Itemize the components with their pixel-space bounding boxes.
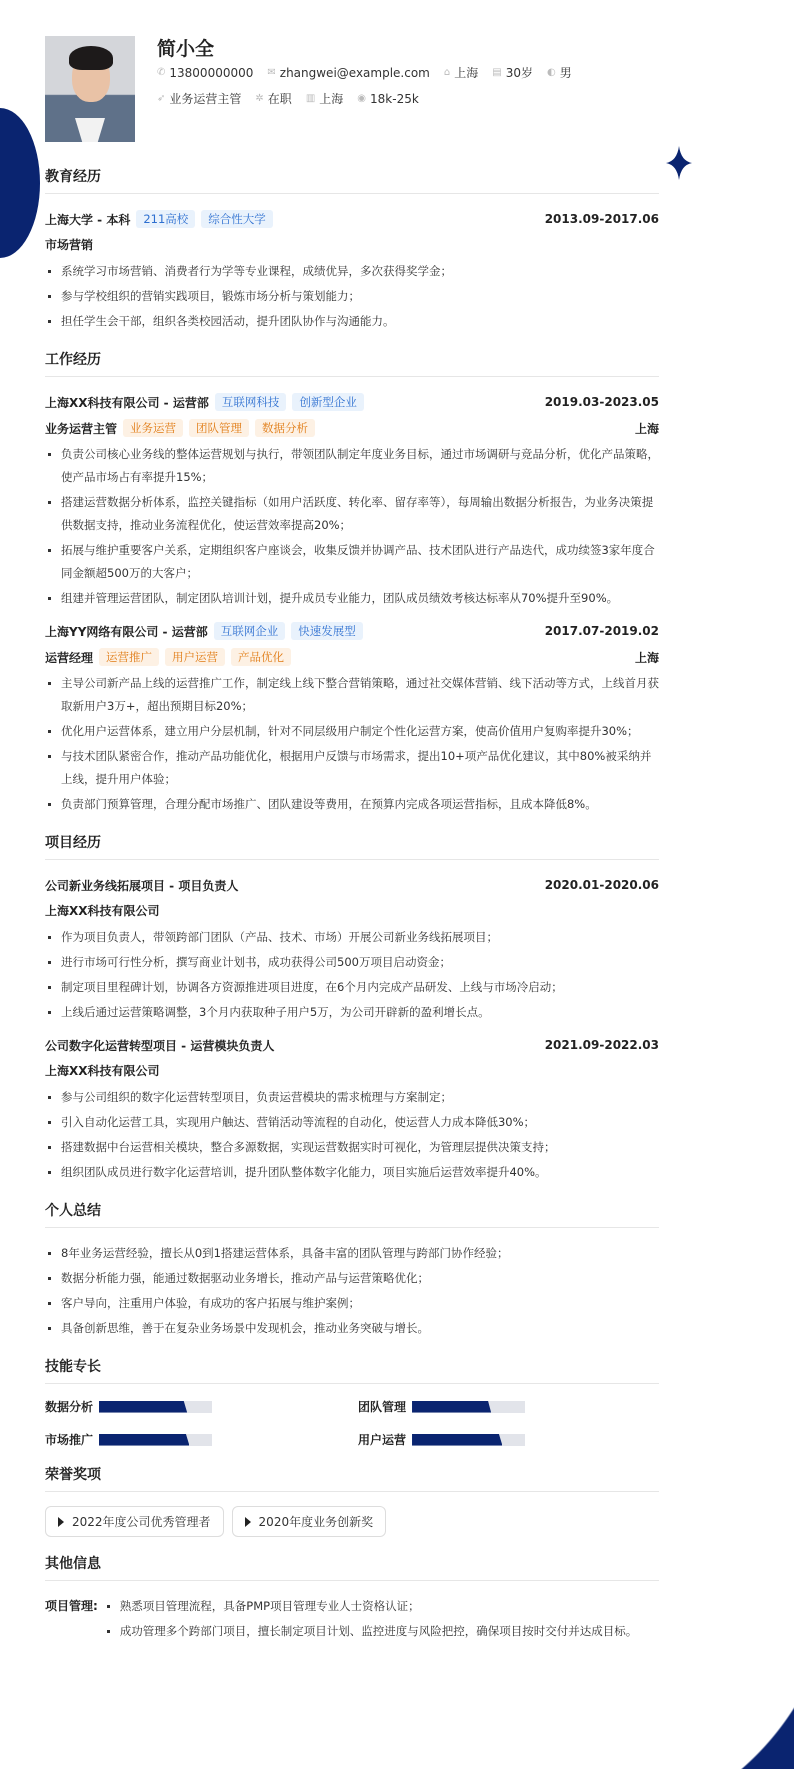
skill-bar-fill xyxy=(412,1401,491,1413)
bullet: 成功管理多个跨部门项目，擅长制定项目计划、监控进度与风险把控，确保项目按时交付并达成目标。 xyxy=(104,1620,659,1643)
bullet: 上线后通过运营策略调整，3个月内获取种子用户5万，为公司开辟新的盈利增长点。 xyxy=(45,1001,659,1024)
work-entry xyxy=(45,391,659,610)
tag: 产品优化 xyxy=(231,648,291,666)
section-title: 技能专长 xyxy=(45,1356,659,1384)
avatar-photo xyxy=(45,36,135,142)
project-name: 公司数字化运营转型项目 - 运营模块负责人 xyxy=(45,1038,275,1053)
bullet: 搭建数据中台运营相关模块，整合多源数据，实现运营数据实时可视化，为管理层提供决策支持； xyxy=(45,1136,659,1159)
city: 上海 xyxy=(634,650,659,665)
date: 2021.09-2022.03 xyxy=(544,1038,659,1052)
role: 业务运营主管 xyxy=(45,421,118,436)
job-intent-row xyxy=(157,90,657,107)
tag: 运营推广 xyxy=(99,648,159,666)
tag: 综合性大学 xyxy=(201,210,273,228)
city: 上海 xyxy=(634,421,659,436)
bullet: 8年业务运营经验，擅长从0到1搭建运营体系，具备丰富的团队管理与跨部门协作经验； xyxy=(45,1242,659,1265)
tag: 数据分析 xyxy=(255,419,315,437)
star-decor-icon xyxy=(666,146,692,180)
bullet: 优化用户运营体系，建立用户分层机制，针对不同层级用户制定个性化运营方案，使高价值用户复购率提升30%； xyxy=(45,720,659,743)
profile-header xyxy=(45,36,659,166)
project-section xyxy=(45,832,659,1184)
bullet: 引入自动化运营工具，实现用户触达、营销活动等流程的自动化，使运营人力成本降低30%； xyxy=(45,1111,659,1134)
bullet: 参与学校组织的营销实践项目，锻炼市场分析与策划能力； xyxy=(45,285,659,308)
date: 2019.03-2023.05 xyxy=(544,395,659,409)
resume xyxy=(45,0,659,1681)
tag: 团队管理 xyxy=(189,419,249,437)
work-entry xyxy=(45,620,659,816)
skills-section xyxy=(45,1356,659,1448)
section-title: 项目经历 xyxy=(45,832,659,860)
work-city: 上海 xyxy=(319,92,344,106)
tag: 快速发展型 xyxy=(291,622,363,640)
bullet: 系统学习市场营销、消费者行为学等专业课程，成绩优异，多次获得奖学金； xyxy=(45,260,659,283)
role: 运营经理 xyxy=(45,650,94,665)
skill-item xyxy=(45,1398,358,1415)
salary: 18k-25k xyxy=(370,91,419,106)
bullet: 组建并管理运营团队，制定团队培训计划，提升成员专业能力，团队成员绩效考核达标率从70%提升至90%。 xyxy=(45,587,659,610)
skill-bar-fill xyxy=(99,1434,189,1446)
email: zhangwei@example.com xyxy=(279,65,430,80)
city: 上海 xyxy=(454,66,479,80)
bullet: 与技术团队紧密合作，推动产品功能优化，根据用户反馈与市场需求，提出10+项产品优化建议，其中80%被采纳并上线，提升用户体验； xyxy=(45,745,659,791)
age: 30岁 xyxy=(505,66,533,80)
awards-section xyxy=(45,1464,659,1537)
award-label: 2022年度公司优秀管理者 xyxy=(72,1515,211,1529)
other-label: 项目管理: xyxy=(45,1599,98,1613)
bullet: 拓展与维护重要客户关系，定期组织客户座谈会，收集反馈并协调产品、技术团队进行产品迭代，成功续签3家年度合同金额超500万的大客户； xyxy=(45,539,659,585)
bullet: 组织团队成员进行数字化运营培训，提升团队整体数字化能力，项目实施后运营效率提升40%。 xyxy=(45,1161,659,1184)
contact-row xyxy=(157,64,657,81)
award-item xyxy=(45,1506,224,1537)
skill-name: 团队管理 xyxy=(358,1400,407,1414)
project-entry xyxy=(45,1034,659,1184)
tag: 互联网企业 xyxy=(214,622,286,640)
candidate-name: 简小全 xyxy=(157,38,215,60)
school: 上海大学 - 本科 xyxy=(45,212,131,227)
section-title: 荣誉奖项 xyxy=(45,1464,659,1492)
triangle-icon xyxy=(58,1517,64,1527)
major: 市场营销 xyxy=(45,238,94,252)
home-icon: ⌂ xyxy=(443,67,451,78)
education-section xyxy=(45,166,659,333)
age-icon: ▤ xyxy=(492,67,502,78)
skill-item xyxy=(358,1398,658,1415)
tag: 互联网科技 xyxy=(215,393,287,411)
award-item xyxy=(232,1506,387,1537)
gender-icon: ◐ xyxy=(546,67,556,78)
mail-icon: ✉ xyxy=(267,67,276,78)
skill-bar-fill xyxy=(99,1401,187,1413)
project-entry xyxy=(45,874,659,1024)
phone-icon: ✆ xyxy=(157,67,166,78)
skill-name: 用户运营 xyxy=(358,1433,407,1447)
phone: 13800000000 xyxy=(169,65,254,80)
status: 在职 xyxy=(267,92,292,106)
triangle-icon xyxy=(245,1517,251,1527)
decor-left-curve xyxy=(0,108,40,258)
send-icon: ➶ xyxy=(157,93,166,104)
other-section xyxy=(45,1553,659,1645)
company: 上海YY网络有限公司 - 运营部 xyxy=(45,624,208,639)
building-icon: ▥ xyxy=(305,93,316,104)
bullet: 客户导向，注重用户体验，有成功的客户拓展与维护案例； xyxy=(45,1292,659,1315)
work-section xyxy=(45,349,659,816)
tag: 业务运营 xyxy=(123,419,183,437)
bullet: 制定项目里程碑计划，协调各方资源推进项目进度，在6个月内完成产品研发、上线与市场冷启动； xyxy=(45,976,659,999)
date: 2013.09-2017.06 xyxy=(544,212,659,226)
skill-item xyxy=(45,1431,358,1448)
bullet: 数据分析能力强，能通过数据驱动业务增长，推动产品与运营策略优化； xyxy=(45,1267,659,1290)
company: 上海XX科技有限公司 - 运营部 xyxy=(45,395,209,410)
project-name: 公司新业务线拓展项目 - 项目负责人 xyxy=(45,878,239,893)
company: 上海XX科技有限公司 xyxy=(45,904,160,918)
tag: 用户运营 xyxy=(165,648,225,666)
bullet: 熟悉项目管理流程，具备PMP项目管理专业人士资格认证； xyxy=(104,1595,659,1618)
skill-name: 市场推广 xyxy=(45,1433,94,1447)
bullet: 具备创新思维，善于在复杂业务场景中发现机会，推动业务突破与增长。 xyxy=(45,1317,659,1340)
bullet: 主导公司新产品上线的运营推广工作，制定线上线下整合营销策略，通过社交媒体营销、线下活动等方式，上线首月获取新用户3万+，超出预期目标20%； xyxy=(45,672,659,718)
bullet: 参与公司组织的数字化运营转型项目，负责运营模块的需求梳理与方案制定； xyxy=(45,1086,659,1109)
award-label: 2020年度业务创新奖 xyxy=(258,1515,374,1529)
gender: 男 xyxy=(559,66,572,80)
skill-name: 数据分析 xyxy=(45,1400,94,1414)
section-title: 个人总结 xyxy=(45,1200,659,1228)
salary-icon: ◉ xyxy=(357,93,367,104)
status-icon: ✲ xyxy=(255,93,264,104)
date: 2020.01-2020.06 xyxy=(544,878,659,892)
section-title: 其他信息 xyxy=(45,1553,659,1581)
skill-bar xyxy=(99,1401,212,1413)
skill-bar-fill xyxy=(412,1434,502,1446)
bullet: 负责公司核心业务线的整体运营规划与执行，带领团队制定年度业务目标，通过市场调研与竞品分析，优化产品策略，使产品市场占有率提升15%； xyxy=(45,443,659,489)
bullet: 担任学生会干部，组织各类校园活动，提升团队协作与沟通能力。 xyxy=(45,310,659,333)
tag: 创新型企业 xyxy=(292,393,364,411)
bullet: 负责部门预算管理，合理分配市场推广、团队建设等费用，在预算内完成各项运营指标，且成本降低8%。 xyxy=(45,793,659,816)
date: 2017.07-2019.02 xyxy=(544,624,659,638)
company: 上海XX科技有限公司 xyxy=(45,1064,160,1078)
skill-bar xyxy=(412,1401,525,1413)
tag: 211高校 xyxy=(136,210,195,228)
skill-bar xyxy=(412,1434,525,1446)
skill-bar xyxy=(99,1434,212,1446)
bullet: 搭建运营数据分析体系，监控关键指标（如用户活跃度、转化率、留存率等），每周输出数据分析报告，为业务决策提供数据支持，推动业务流程优化，使运营效率提高20%； xyxy=(45,491,659,537)
section-title: 工作经历 xyxy=(45,349,659,377)
skill-item xyxy=(358,1431,658,1448)
bullet: 作为项目负责人，带领跨部门团队（产品、技术、市场）开展公司新业务线拓展项目； xyxy=(45,926,659,949)
position: 业务运营主管 xyxy=(169,92,242,106)
section-title: 教育经历 xyxy=(45,166,659,194)
summary-section xyxy=(45,1200,659,1340)
bullet: 进行市场可行性分析，撰写商业计划书，成功获得公司500万项目启动资金； xyxy=(45,951,659,974)
